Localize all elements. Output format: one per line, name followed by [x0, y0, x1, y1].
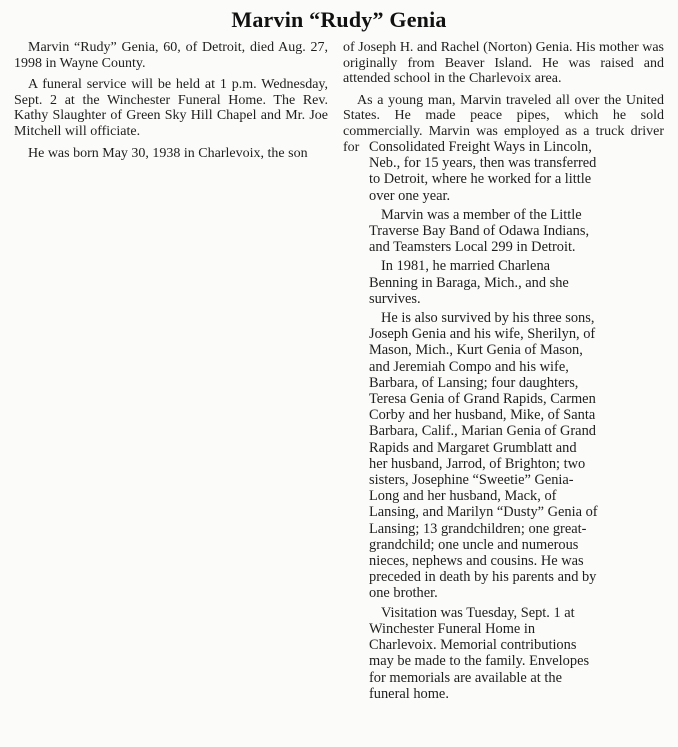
- paragraph-funeral-service: A funeral service will be held at 1 p.m. Wednesday, Sept. 2 at the Winchester Funeral Home. The Rev. Kathy Slaughter of Green Sky Hill Chapel and Mr. Joe Mitchell will officiate.: [14, 77, 328, 139]
- paragraph-membership: Marvin was a member of the Little Traverse Bay Band of Odawa Indians, and Teamsters Local 299 in Detroit.: [369, 206, 590, 256]
- paragraph-parents: of Joseph H. and Rachel (Norton) Genia. His mother was originally from Beaver Island. He was raised and attended school in the Charlevoix area.: [343, 40, 664, 87]
- paragraph-marriage: In 1981, he married Charlena Benning in Baraga, Mich., and she survives.: [369, 258, 569, 307]
- paragraph-visitation: Visitation was Tuesday, Sept. 1 at Winchester Funeral Home in Charlevoix. Memorial contributions may be made to the family. Envelopes for memorials are available at the funeral home.: [369, 604, 590, 702]
- paragraph-employment: Consolidated Freight Ways in Lincoln, Neb., for 15 years, then was transferred to Detroit, where he worked for a little over one year.: [369, 139, 597, 204]
- obituary-headline: Marvin “Rudy” Genia: [231, 7, 447, 32]
- paragraph-survivors: He is also survived by his three sons, Joseph Genia and his wife, Sherilyn, of Mason, Mich., Kurt Genia of Mason, and Jeremiah Compo and his wife, Barbara, of Lansing; four daughters, Teresa Genia of Grand Rapids, Carmen Corby and her husband, Mike, of Santa Barbara, Calif., Marian Genia of Grand Rapids and Margaret Grumblatt and her husband, Jarrod, of Brighton; two sisters, Josephine “Sweetie” Genia-Long and her husband, Mack, of Lansing, and Marilyn “Dusty” Genia of Lansing; 13 grandchildren; one great-grandchild; one uncle and numerous nieces, nephews and cousins. He was preceded in death by his parents and by one brother.: [369, 310, 598, 602]
- paragraph-death-notice: Marvin “Rudy” Genia, 60, of Detroit, died Aug. 27, 1998 in Wayne County.: [14, 40, 328, 71]
- column-3: [369, 139, 598, 705]
- paragraph-birth: He was born May 30, 1938 in Charlevoix, the son: [28, 145, 308, 161]
- paragraph-young-man: As a young man, Marvin traveled all over the United States. He made peace pipes, which he sold commercially. Marvin was employed as a truck driver for: [343, 92, 664, 155]
- column-1: [14, 40, 328, 167]
